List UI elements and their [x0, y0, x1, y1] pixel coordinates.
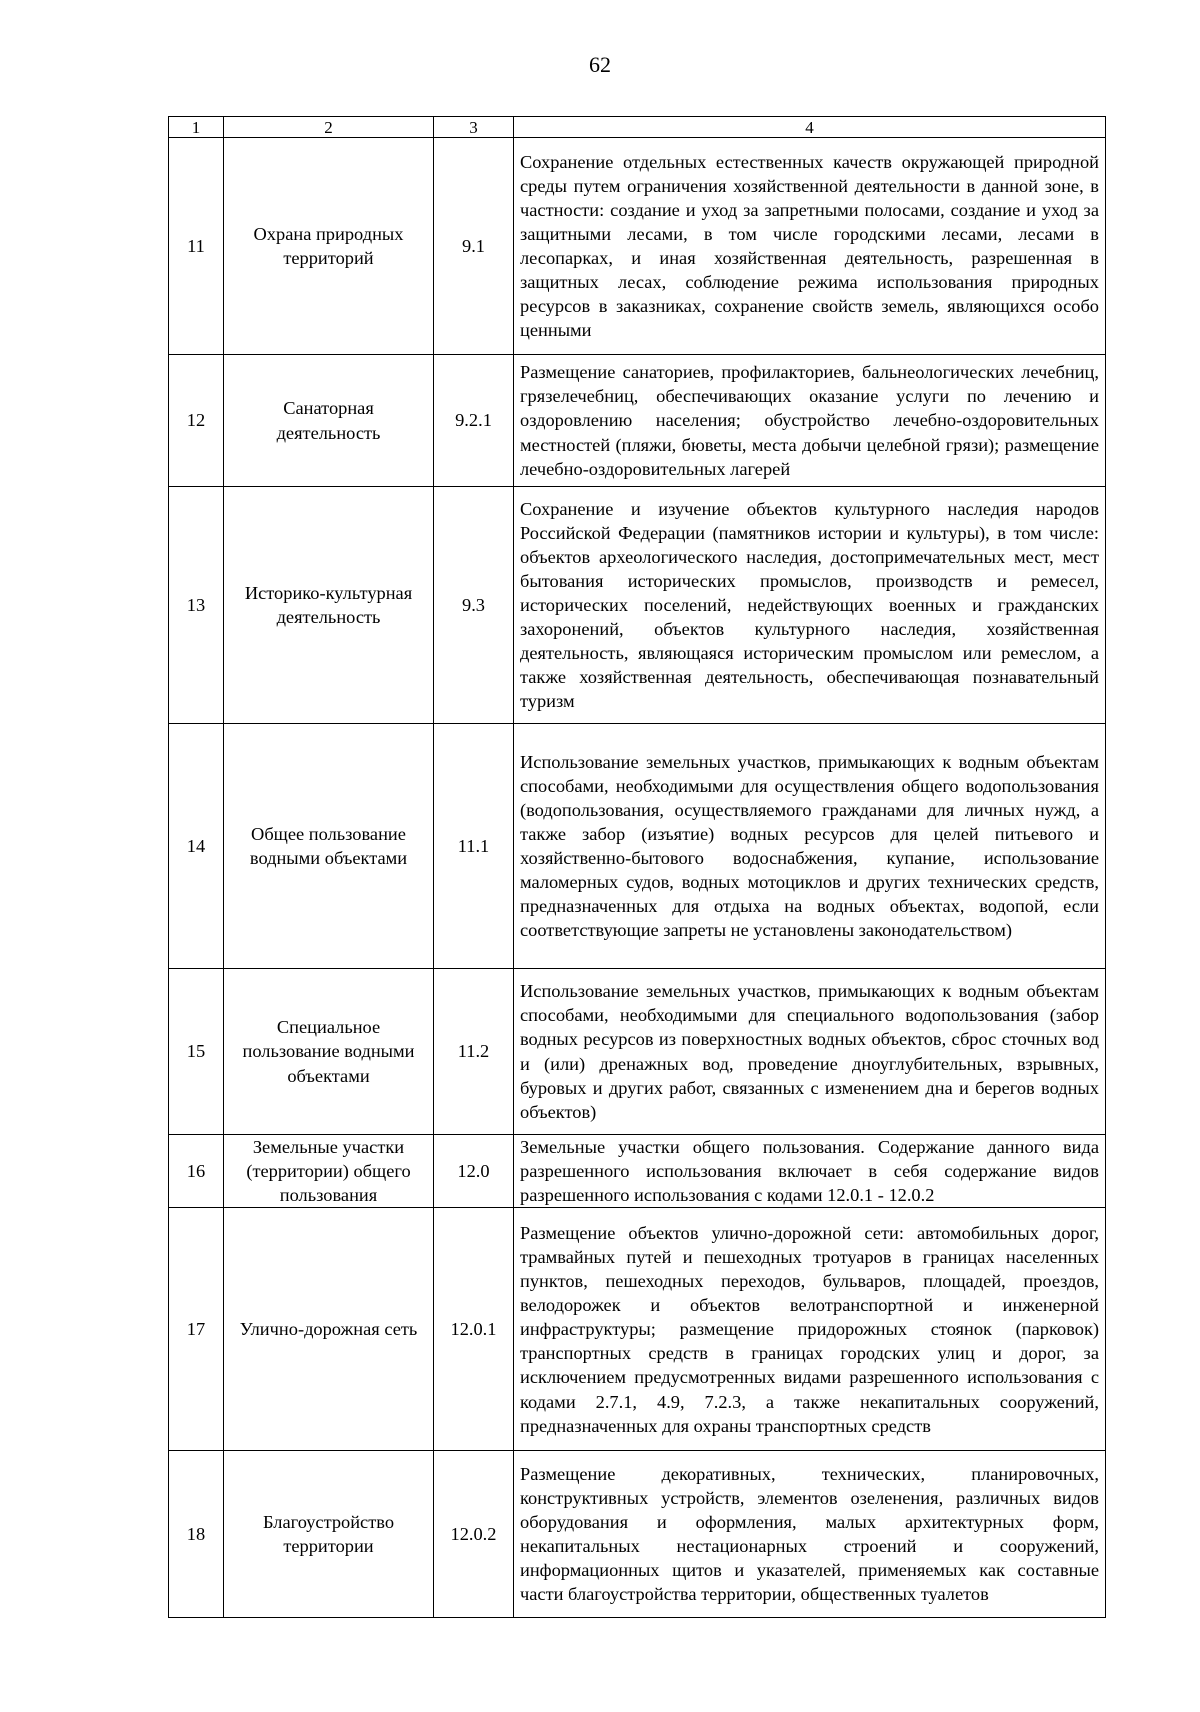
table-row: [169, 487, 1106, 724]
table-row: [169, 138, 1106, 355]
table-row: [169, 1135, 1106, 1208]
land-use-name: Благоустройство территории: [224, 1451, 434, 1618]
row-number: 13: [169, 487, 224, 724]
land-use-name: Охрана природных территорий: [224, 138, 434, 355]
land-use-code: 12.0: [434, 1135, 514, 1208]
land-use-name: Земельные участки (территории) общего пользования: [224, 1135, 434, 1208]
column-number-1: 1: [169, 117, 224, 138]
table-row: [169, 969, 1106, 1135]
land-use-code: 9.1: [434, 138, 514, 355]
land-use-code: 12.0.1: [434, 1208, 514, 1451]
land-use-name: Улично-дорожная сеть: [224, 1208, 434, 1451]
land-use-code: 12.0.2: [434, 1451, 514, 1618]
table-row: [169, 1208, 1106, 1451]
land-use-code: 9.2.1: [434, 355, 514, 487]
land-use-name: Историко-культурная деятельность: [224, 487, 434, 724]
row-number: 14: [169, 724, 224, 969]
table-header-row: [169, 117, 1106, 138]
row-number: 18: [169, 1451, 224, 1618]
land-use-description: Использование земельных участков, примыкающих к водным объектам способами, необходимыми для специального водопользования (забор водных ресурсов из поверхностных водных объектов, сброс сточных вод и (или) дренажных вод, проведение дноуглубительных, взрывных, буровых и других работ, связанных с изменением дна и берегов водных объектов): [514, 969, 1106, 1135]
land-use-name: Общее пользование водными объектами: [224, 724, 434, 969]
land-use-description: Использование земельных участков, примыкающих к водным объектам способами, необходимыми для осуществления общего водопользования (водопользования, осуществляемого гражданами для личных нужд, а также забор (изъятие) водных ресурсов для целей питьевого и хозяйственно-бытового водоснабжения, купание, использование маломерных судов, водных мотоциклов и других технических средств, предназначенных для отдыха на водных объектах, водопой, если соответствующие запреты не установлены законодательством): [514, 724, 1106, 969]
land-use-code: 9.3: [434, 487, 514, 724]
land-use-name: Санаторная деятельность: [224, 355, 434, 487]
land-use-description: Земельные участки общего пользования. Содержание данного вида разрешенного использования включает в себя содержание видов разрешенного использования с кодами 12.0.1 - 12.0.2: [514, 1135, 1106, 1208]
column-number-4: 4: [514, 117, 1106, 138]
land-use-description: Размещение объектов улично-дорожной сети: автомобильных дорог, трамвайных путей и пешеходных тротуаров в границах населенных пунктов, пешеходных переходов, бульваров, площадей, проездов, велодорожек и объектов велотранспортной и инженерной инфраструктуры; размещение придорожных стоянок (парковок) транспортных средств в границах городских улиц и дорог, за исключением предусмотренных видами разрешенного использования с кодами 2.7.1, 4.9, 7.2.3, а также некапитальных сооружений, предназначенных для охраны транспортных средств: [514, 1208, 1106, 1451]
row-number: 12: [169, 355, 224, 487]
land-use-code: 11.1: [434, 724, 514, 969]
table-row: [169, 355, 1106, 487]
column-number-2: 2: [224, 117, 434, 138]
land-use-description: Размещение декоративных, технических, планировочных, конструктивных устройств, элементов озеленения, различных видов оборудования и оформления, малых архитектурных форм, некапитальных нестационарных строений и сооружений, информационных щитов и указателей, применяемых как составные части благоустройства территории, общественных туалетов: [514, 1451, 1106, 1618]
column-number-3: 3: [434, 117, 514, 138]
land-use-code: 11.2: [434, 969, 514, 1135]
land-use-name: Специальное пользование водными объектами: [224, 969, 434, 1135]
row-number: 15: [169, 969, 224, 1135]
row-number: 16: [169, 1135, 224, 1208]
row-number: 17: [169, 1208, 224, 1451]
table-row: [169, 724, 1106, 969]
land-use-description: Сохранение отдельных естественных качеств окружающей природной среды путем ограничения хозяйственной деятельности в данной зоне, в частности: создание и уход за запретными полосами, создание и уход за защитными лесами, в том числе городскими лесами, лесами в лесопарках, и иная хозяйственная деятельность, разрешенная в защитных лесах, соблюдение режима использования природных ресурсов в заказниках, сохранение свойств земель, являющихся особо ценными: [514, 138, 1106, 355]
land-use-description: Сохранение и изучение объектов культурного наследия народов Российской Федерации (памятников истории и культуры), в том числе: объектов археологического наследия, достопримечательных мест, мест бытования исторических промыслов, производств и ремесел, исторических поселений, недействующих военных и гражданских захоронений, объектов культурного наследия, хозяйственная деятельность, являющаяся историческим промыслом или ремеслом, а также хозяйственная деятельность, обеспечивающая познавательный туризм: [514, 487, 1106, 724]
land-use-description: Размещение санаториев, профилакториев, бальнеологических лечебниц, грязелечебниц, обеспечивающих оказание услуги по лечению и оздоровлению населения; обустройство лечебно-оздоровительных местностей (пляжи, бюветы, места добычи целебной грязи); размещение лечебно-оздоровительных лагерей: [514, 355, 1106, 487]
page-number: 62: [589, 52, 611, 77]
land-use-table: [168, 116, 1106, 1618]
row-number: 11: [169, 138, 224, 355]
table-row: [169, 1451, 1106, 1618]
